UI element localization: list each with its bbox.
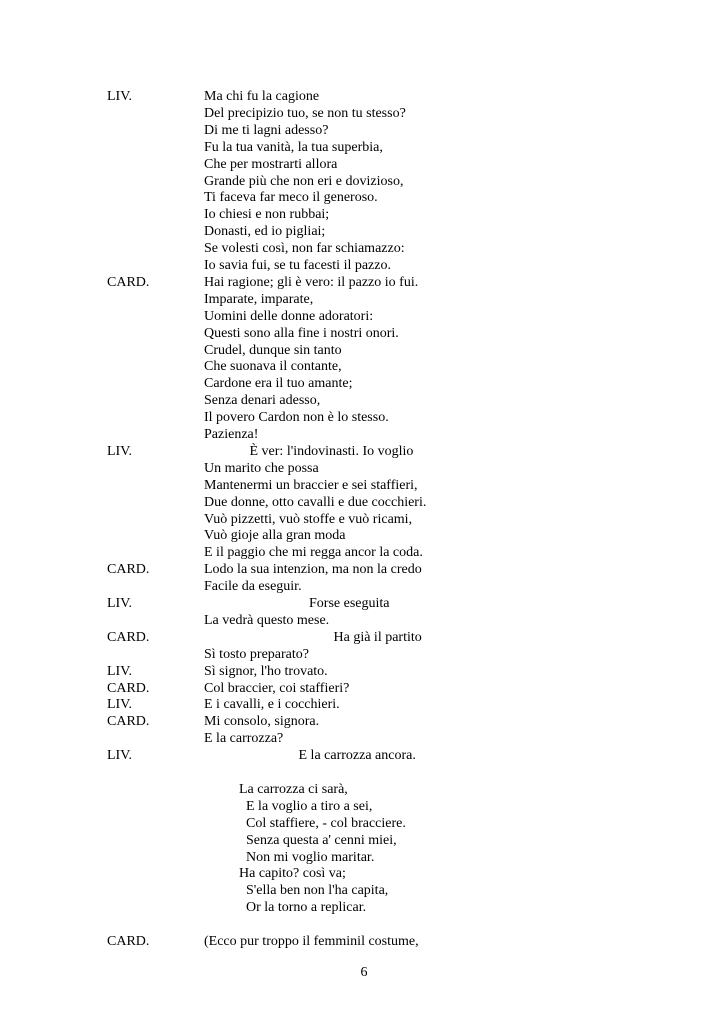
dialogue-line xyxy=(0,240,728,257)
verse-text: Non mi voglio maritar. xyxy=(204,849,375,865)
verse-text: Due donne, otto cavalli e due cocchieri. xyxy=(204,494,427,510)
verse-text: Sì signor, l'ho trovato. xyxy=(204,663,328,679)
verse-text: La carrozza ci sarà, xyxy=(204,781,348,797)
dialogue-line xyxy=(0,105,728,122)
dialogue-line xyxy=(0,646,728,663)
dialogue-line xyxy=(0,325,728,342)
speaker-name: CARD. xyxy=(107,714,150,730)
dialogue-line xyxy=(0,865,728,882)
verse-text: Se volesti così, non far schiamazzo: xyxy=(204,241,405,257)
dialogue-line xyxy=(0,713,728,730)
verse-text: Mi consolo, signora. xyxy=(204,714,320,730)
dialogue-line xyxy=(0,223,728,240)
speaker-name: LIV. xyxy=(107,663,133,679)
speaker-name: LIV. xyxy=(107,596,133,611)
dialogue-line xyxy=(0,595,728,612)
speaker-name: CARD. xyxy=(107,934,150,949)
verse-text: Donasti, ed io pigliai; xyxy=(204,224,326,240)
dialogue-line xyxy=(0,916,728,933)
dialogue-line xyxy=(0,156,728,173)
verse-text: Ha capito? così va; xyxy=(204,866,346,882)
verse-text: E la carrozza ancora. xyxy=(204,748,416,764)
verse-text: Facile da eseguir. xyxy=(204,579,302,595)
verse-text: Senza questa a' cenni miei, xyxy=(204,832,397,848)
verse-text: Vuò gioje alla gran moda xyxy=(204,528,346,544)
verse-text: S'ella ben non l'ha capita, xyxy=(204,883,389,899)
dialogue-line xyxy=(0,88,728,105)
verse-text: Il povero Cardon non è lo stesso. xyxy=(204,410,389,426)
dialogue-line xyxy=(0,882,728,899)
verse-text: Del precipizio tuo, se non tu stesso? xyxy=(204,105,406,121)
verse-text: Ha già il partito xyxy=(204,629,422,645)
verse-text: E la voglio a tiro a sei, xyxy=(204,798,373,814)
dialogue-line xyxy=(0,122,728,139)
verse-text: Senza denari adesso, xyxy=(204,393,321,409)
speaker-name: CARD. xyxy=(107,274,150,290)
dialogue-line xyxy=(0,342,728,359)
speaker-name: LIV. xyxy=(107,748,133,764)
dialogue-line xyxy=(0,798,728,815)
dialogue-line xyxy=(0,189,728,206)
dialogue-line xyxy=(0,663,728,680)
speaker-name: LIV. xyxy=(107,697,133,713)
dialogue-line xyxy=(0,764,728,781)
dialogue-line xyxy=(0,730,728,747)
verse-text: Ti faceva far meco il generoso. xyxy=(204,190,378,206)
verse-text: E la carrozza? xyxy=(204,731,284,747)
verse-text: Pazienza! xyxy=(204,427,259,442)
dialogue-line xyxy=(0,747,728,764)
dialogue-line xyxy=(0,308,728,325)
speaker-name: CARD. xyxy=(107,680,150,696)
verse-text: Col staffiere, - col bracciere. xyxy=(204,815,406,831)
dialogue-line xyxy=(0,815,728,832)
dialogue-line xyxy=(0,612,728,629)
speaker-name: CARD. xyxy=(107,562,150,578)
verse-text: Imparate, imparate, xyxy=(204,291,314,307)
dialogue-line xyxy=(0,544,728,561)
page-number: 6 xyxy=(360,965,368,980)
dialogue-line xyxy=(0,680,728,697)
verse-text: Che per mostrarti allora xyxy=(204,156,338,172)
dialogue-line xyxy=(0,629,728,646)
dialogue-line xyxy=(0,832,728,849)
verse-text: Che suonava il contante, xyxy=(204,359,342,375)
verse-text: Lodo la sua intenzion, ma non la credo xyxy=(204,562,422,578)
verse-text: Ma chi fu la cagione xyxy=(204,89,320,104)
verse-text: Hai ragione; gli è vero: il pazzo io fui. xyxy=(204,274,419,290)
dialogue-line xyxy=(0,578,728,595)
verse-text: Grande più che non eri e dovizioso, xyxy=(204,173,404,189)
dialogue-line xyxy=(0,933,728,950)
verse-text: Vuò pizzetti, vuò stoffe e vuò ricami, xyxy=(204,511,413,527)
verse-text: E il paggio che mi regga ancor la coda. xyxy=(204,545,423,561)
verse-text: Crudel, dunque sin tanto xyxy=(204,342,342,358)
verse-text: Uomini delle donne adoratori: xyxy=(204,308,374,324)
verse-text: Di me ti lagni adesso? xyxy=(204,122,329,138)
verse-text: Io chiesi e non rubbai; xyxy=(204,207,330,223)
verse-text: È ver: l'indovinasti. Io voglio xyxy=(204,443,414,459)
dialogue-line xyxy=(0,477,728,494)
verse-text: Sì tosto preparato? xyxy=(204,646,309,662)
verse-text: Un marito che possa xyxy=(204,460,319,476)
dialogue-line xyxy=(0,561,728,578)
dialogue-line xyxy=(0,849,728,866)
dialogue-line xyxy=(0,409,728,426)
dialogue-line xyxy=(0,206,728,223)
verse-text: Mantenermi un braccier e sei staffieri, xyxy=(204,477,418,493)
verse-text: E i cavalli, e i cocchieri. xyxy=(204,697,340,713)
dialogue-line xyxy=(0,781,728,798)
verse-text: Io savia fui, se tu facesti il pazzo. xyxy=(204,258,391,273)
verse-text: Questi sono alla fine i nostri onori. xyxy=(204,325,399,341)
speaker-name: CARD. xyxy=(107,629,150,645)
dialogue-line xyxy=(0,460,728,477)
verse-text: Fu la tua vanità, la tua superbia, xyxy=(204,139,383,155)
dialogue-line xyxy=(0,173,728,190)
speaker-name: LIV. xyxy=(107,443,133,459)
dialogue-line xyxy=(0,375,728,392)
dialogue-line xyxy=(0,139,728,156)
dialogue-line xyxy=(0,696,728,713)
dialogue-line xyxy=(0,899,728,916)
dialogue-line xyxy=(0,527,728,544)
speaker-name: LIV. xyxy=(107,89,133,104)
dialogue-line xyxy=(0,257,728,274)
dialogue-line xyxy=(0,443,728,460)
verse-text: Or la torno a replicar. xyxy=(204,900,367,916)
verse-text: (Ecco pur troppo il femminil costume, xyxy=(204,934,419,949)
verse-text: Col braccier, coi staffieri? xyxy=(204,680,350,696)
dialogue-line xyxy=(0,274,728,291)
dialogue-line xyxy=(0,392,728,409)
verse-text: La vedrà questo mese. xyxy=(204,612,330,628)
dialogue-line xyxy=(0,358,728,375)
dialogue-line xyxy=(0,511,728,528)
dialogue-line xyxy=(0,426,728,443)
verse-text: Forse eseguita xyxy=(204,596,390,611)
dialogue-line xyxy=(0,291,728,308)
verse-text: Cardone era il tuo amante; xyxy=(204,376,353,392)
dialogue-line xyxy=(0,494,728,511)
